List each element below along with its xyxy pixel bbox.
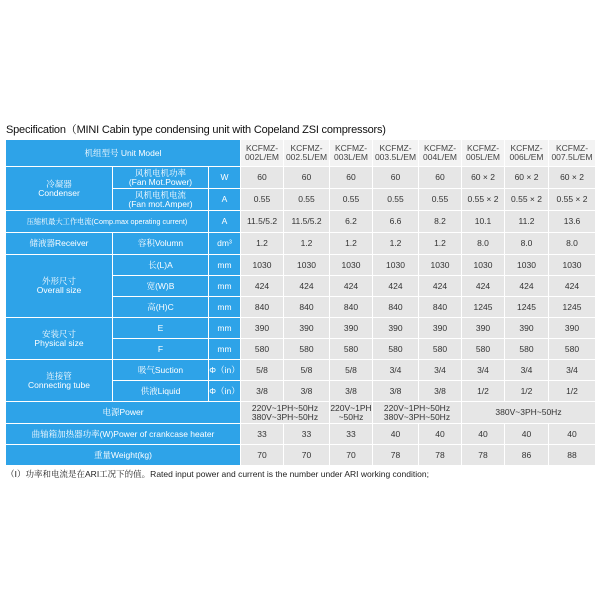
fan-power-row xyxy=(6,167,596,189)
height-unit: mm xyxy=(209,297,241,318)
value-cell: 1030 xyxy=(284,255,330,276)
value-cell: 424 xyxy=(373,276,419,297)
value-cell: 70 xyxy=(330,445,373,466)
value-cell: 424 xyxy=(505,276,549,297)
crankcase-heater-row xyxy=(6,424,596,445)
receiver-label: 储液器Receiver xyxy=(6,233,113,255)
value-cell: 3/8 xyxy=(419,381,462,402)
value-cell: 1.2 xyxy=(419,233,462,255)
weight-label: 重量Weight(kg) xyxy=(6,445,241,466)
value-cell: 78 xyxy=(419,445,462,466)
value-cell: 1245 xyxy=(549,297,596,318)
condenser-label: 冷凝器 Condenser xyxy=(6,167,113,211)
overall-size-label: 外形尺寸 Overall size xyxy=(6,255,113,318)
value-cell: 33 xyxy=(330,424,373,445)
value-cell: 10.1 xyxy=(462,211,505,233)
value-cell: 3/4 xyxy=(462,360,505,381)
value-cell: 1030 xyxy=(373,255,419,276)
value-cell: 0.55 xyxy=(284,189,330,211)
suction-label: 吸气Suction xyxy=(113,360,209,381)
value-cell: 78 xyxy=(373,445,419,466)
power-value: 220V~1PH ~50Hz xyxy=(330,402,372,422)
connecting-tube-label: 连接管 Connecting tube xyxy=(6,360,113,402)
fan-power-unit: W xyxy=(209,167,241,189)
value-cell: 0.55 xyxy=(419,189,462,211)
suction-unit: Φ（in） xyxy=(209,360,241,381)
fan-ampere-unit: A xyxy=(209,189,241,211)
value-cell: 580 xyxy=(505,339,549,360)
value-cell: 424 xyxy=(549,276,596,297)
value-cell: 1030 xyxy=(419,255,462,276)
value-cell: 5/8 xyxy=(241,360,284,381)
power-value: 220V~1PH~50Hz 380V~3PH~50Hz xyxy=(373,402,462,424)
value-cell: 580 xyxy=(284,339,330,360)
dimension-e-unit: mm xyxy=(209,318,241,339)
value-cell: 840 xyxy=(419,297,462,318)
value-cell: 390 xyxy=(330,318,373,339)
model-cell: KCFMZ- 002.5L/EM xyxy=(284,140,330,167)
value-cell: 60 xyxy=(419,167,462,189)
fan-power-label: 风机电机功率 (Fan Mot.Power) xyxy=(113,167,209,189)
value-cell: 1.2 xyxy=(284,233,330,255)
liquid-label: 供液Liquid xyxy=(113,381,209,402)
value-cell: 6.6 xyxy=(373,211,419,233)
value-cell: 580 xyxy=(373,339,419,360)
weight-row xyxy=(6,445,596,466)
crankcase-heater-label: 曲轴箱加热器功率(W)Power of crankcase heater xyxy=(6,424,241,445)
power-row xyxy=(6,402,596,424)
value-cell: 60 xyxy=(241,167,284,189)
value-cell: 424 xyxy=(330,276,373,297)
value-cell: 40 xyxy=(373,424,419,445)
value-cell: 40 xyxy=(419,424,462,445)
width-unit: mm xyxy=(209,276,241,297)
value-cell: 1245 xyxy=(505,297,549,318)
value-cell: 60 × 2 xyxy=(505,167,549,189)
model-cell: KCFMZ- 007.5L/EM xyxy=(549,140,596,167)
dimension-e-row xyxy=(6,318,596,339)
value-cell: 424 xyxy=(284,276,330,297)
length-row xyxy=(6,255,596,276)
unit-model-row xyxy=(6,140,596,167)
value-cell: 0.55 × 2 xyxy=(462,189,505,211)
value-cell: 3/8 xyxy=(241,381,284,402)
value-cell: 8.2 xyxy=(419,211,462,233)
value-cell: 840 xyxy=(284,297,330,318)
value-cell: 580 xyxy=(419,339,462,360)
value-cell: 60 × 2 xyxy=(462,167,505,189)
receiver-row xyxy=(6,233,596,255)
value-cell: 580 xyxy=(549,339,596,360)
value-cell: 580 xyxy=(241,339,284,360)
receiver-unit: dm³ xyxy=(209,233,241,255)
value-cell: 1245 xyxy=(462,297,505,318)
value-cell: 13.6 xyxy=(549,211,596,233)
value-cell: 11.5/5.2 xyxy=(284,211,330,233)
compressor-current-label: 压缩机最大工作电流(Comp.max operating current) xyxy=(6,211,209,233)
value-cell: 840 xyxy=(373,297,419,318)
height-label: 高(H)C xyxy=(113,297,209,318)
value-cell: 580 xyxy=(462,339,505,360)
model-cell: KCFMZ- 005L/EM xyxy=(462,140,505,167)
fan-ampere-label: 风机电机电流 (Fan mot.Amper) xyxy=(113,189,209,211)
value-cell: 3/8 xyxy=(284,381,330,402)
value-cell: 424 xyxy=(419,276,462,297)
value-cell: 8.0 xyxy=(549,233,596,255)
value-cell: 1.2 xyxy=(330,233,373,255)
value-cell: 390 xyxy=(505,318,549,339)
value-cell: 1.2 xyxy=(241,233,284,255)
value-cell: 8.0 xyxy=(462,233,505,255)
value-cell: 0.55 xyxy=(373,189,419,211)
model-cell: KCFMZ- 004L/EM xyxy=(419,140,462,167)
value-cell: 11.2 xyxy=(505,211,549,233)
value-cell: 70 xyxy=(284,445,330,466)
power-value: 220V~1PH~50Hz 380V~3PH~50Hz xyxy=(241,402,330,424)
value-cell: 1030 xyxy=(462,255,505,276)
value-cell: 390 xyxy=(373,318,419,339)
length-unit: mm xyxy=(209,255,241,276)
value-cell: 33 xyxy=(284,424,330,445)
value-cell: 1/2 xyxy=(549,381,596,402)
power-label: 电源Power xyxy=(6,402,241,424)
value-cell: 88 xyxy=(549,445,596,466)
value-cell: 86 xyxy=(505,445,549,466)
value-cell: 60 × 2 xyxy=(549,167,596,189)
value-cell: 0.55 × 2 xyxy=(505,189,549,211)
specification-table xyxy=(5,139,596,466)
value-cell: 1.2 xyxy=(373,233,419,255)
value-cell: 424 xyxy=(462,276,505,297)
spec-title: Specification（MINI Cabin type condensing unit with Copeland ZSI compressors) xyxy=(6,124,386,136)
value-cell: 70 xyxy=(241,445,284,466)
value-cell: 60 xyxy=(330,167,373,189)
value-cell: 3/4 xyxy=(549,360,596,381)
value-cell: 840 xyxy=(241,297,284,318)
value-cell: 1030 xyxy=(549,255,596,276)
value-cell: 78 xyxy=(462,445,505,466)
value-cell: 3/4 xyxy=(419,360,462,381)
value-cell: 60 xyxy=(373,167,419,189)
value-cell: 3/8 xyxy=(373,381,419,402)
value-cell: 840 xyxy=(330,297,373,318)
value-cell: 0.55 xyxy=(330,189,373,211)
suction-row xyxy=(6,360,596,381)
value-cell: 0.55 xyxy=(241,189,284,211)
value-cell: 1/2 xyxy=(462,381,505,402)
width-label: 宽(W)B xyxy=(113,276,209,297)
physical-size-label: 安装尺寸 Physical size xyxy=(6,318,113,360)
value-cell: 6.2 xyxy=(330,211,373,233)
value-cell: 0.55 × 2 xyxy=(549,189,596,211)
compressor-current-unit: A xyxy=(209,211,241,233)
value-cell: 40 xyxy=(505,424,549,445)
value-cell: 390 xyxy=(549,318,596,339)
model-cell: KCFMZ- 003L/EM xyxy=(330,140,373,167)
value-cell: 1030 xyxy=(330,255,373,276)
value-cell: 390 xyxy=(284,318,330,339)
compressor-current-row xyxy=(6,211,596,233)
value-cell: 33 xyxy=(241,424,284,445)
value-cell: 60 xyxy=(284,167,330,189)
power-value: 380V~3PH~50Hz xyxy=(462,402,596,424)
dimension-e-label: E xyxy=(113,318,209,339)
footnote: （Ⅰ）功率和电流是在ARI工况下的值。Rated input power and current is the number under ARI working condition; xyxy=(6,469,429,479)
value-cell: 1/2 xyxy=(505,381,549,402)
liquid-unit: Φ（in） xyxy=(209,381,241,402)
value-cell: 8.0 xyxy=(505,233,549,255)
model-cell: KCFMZ- 003.5L/EM xyxy=(373,140,419,167)
model-cell: KCFMZ- 002L/EM xyxy=(241,140,284,167)
dimension-f-label: F xyxy=(113,339,209,360)
value-cell: 3/4 xyxy=(373,360,419,381)
value-cell: 580 xyxy=(330,339,373,360)
dimension-f-unit: mm xyxy=(209,339,241,360)
value-cell: 1030 xyxy=(241,255,284,276)
value-cell: 1030 xyxy=(505,255,549,276)
value-cell: 3/8 xyxy=(330,381,373,402)
length-label: 长(L)A xyxy=(113,255,209,276)
value-cell: 390 xyxy=(419,318,462,339)
value-cell: 5/8 xyxy=(284,360,330,381)
value-cell: 390 xyxy=(462,318,505,339)
value-cell: 40 xyxy=(549,424,596,445)
value-cell: 5/8 xyxy=(330,360,373,381)
value-cell: 3/4 xyxy=(505,360,549,381)
receiver-volume-label: 容积Volumn xyxy=(113,233,209,255)
value-cell: 390 xyxy=(241,318,284,339)
value-cell: 40 xyxy=(462,424,505,445)
value-cell: 11.5/5.2 xyxy=(241,211,284,233)
model-cell: KCFMZ- 006L/EM xyxy=(505,140,549,167)
unit-model-label: 机组型号 Unit Model xyxy=(6,140,241,167)
value-cell: 424 xyxy=(241,276,284,297)
